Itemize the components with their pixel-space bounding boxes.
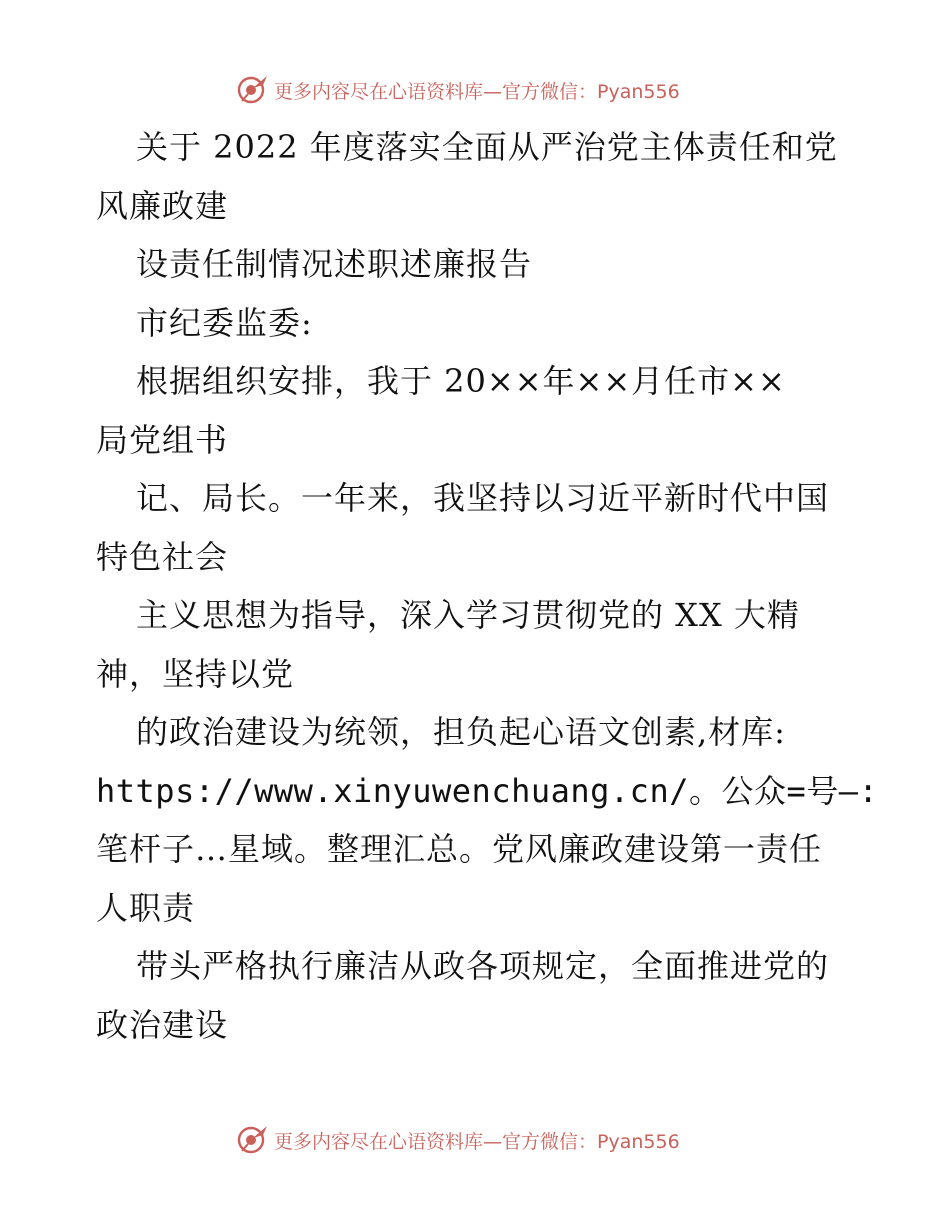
- paragraph-line: 带头严格执行廉洁从政各项规定，全面推进党的: [136, 947, 830, 985]
- paragraph-line: 人职责: [96, 888, 196, 927]
- footer-watermark: [236, 1123, 680, 1157]
- paragraph-line: 笔杆子…星域。整理汇总。党风廉政建设第一责任: [96, 830, 823, 868]
- title-line-3: 设责任制情况述职述廉报告: [136, 245, 533, 283]
- paragraph-line: 主义思想为指导，深入学习贯彻党的 XX 大精: [136, 596, 800, 634]
- watermark-text: [274, 1127, 680, 1154]
- watermark-wechat-label: 官方微信：: [502, 1130, 598, 1153]
- salutation: 市纪委监委:: [136, 303, 313, 342]
- title-line-1: 关于 2022 年度落实全面从严治党主体责任和党: [136, 128, 838, 166]
- paragraph-line: 根据组织安排，我于 20××年××月任市××: [136, 362, 786, 400]
- quill-pen-logo-icon: [236, 1123, 270, 1157]
- watermark-text: [274, 77, 680, 104]
- quill-pen-logo-icon: [236, 73, 270, 107]
- watermark-site: 更多内容尽在心语资料库: [274, 80, 484, 103]
- title-line-2: 风廉政建: [96, 186, 229, 225]
- url-line: https://www.xinyuwenchuang.cn/。公众=号—:: [96, 771, 879, 810]
- watermark-handle: Pyan556: [597, 80, 680, 103]
- paragraph-line: 记、局长。一年来，我坚持以习近平新时代中国: [136, 479, 830, 517]
- paragraph-line: 的政治建设为统领，担负起心语文创素,材库:: [136, 713, 786, 751]
- watermark-wechat-label: 官方微信：: [502, 80, 598, 103]
- paragraph-line: 政治建设: [96, 1005, 229, 1044]
- watermark-dash: —: [483, 80, 503, 103]
- document-body: [96, 118, 879, 1054]
- paragraph-line: 局党组书: [96, 420, 229, 459]
- paragraph-line: 特色社会: [96, 537, 229, 576]
- header-watermark: [236, 73, 680, 107]
- watermark-site: 更多内容尽在心语资料库: [274, 1130, 484, 1153]
- paragraph-line: 神，坚持以党: [96, 654, 295, 693]
- watermark-handle: Pyan556: [597, 1130, 680, 1153]
- watermark-dash: —: [483, 1130, 503, 1153]
